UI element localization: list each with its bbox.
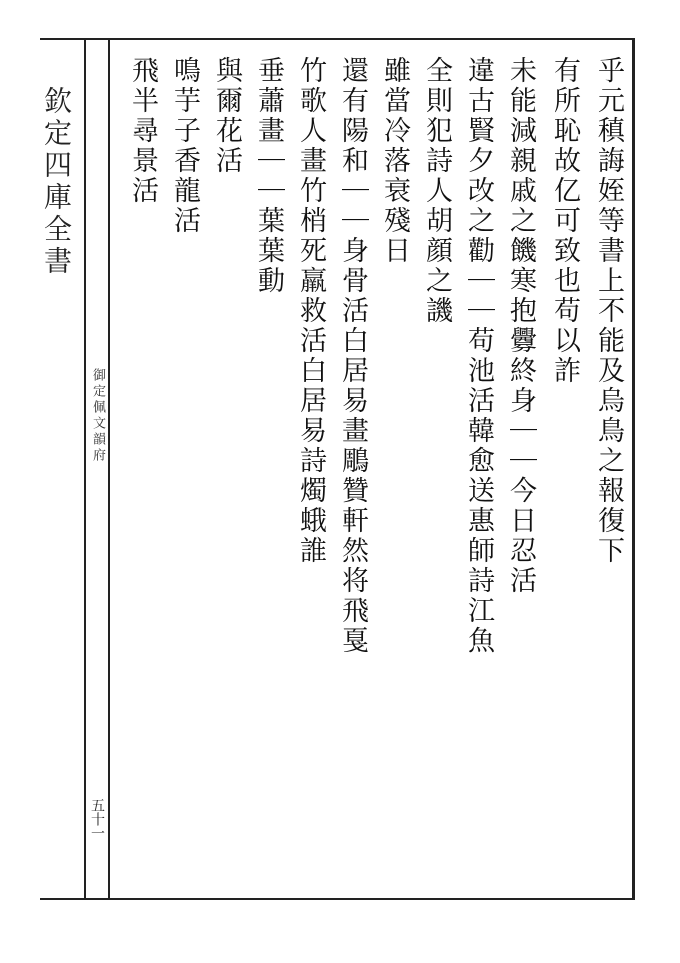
page-frame — [40, 38, 635, 900]
text-column-5: 全則犯詩人胡顔之譏 — [421, 56, 452, 326]
text-column-7: 還有陽和｜｜身骨活白居易畫鵰贊軒然将飛戛 — [337, 56, 368, 656]
text-column-12: 飛半尋景活 — [127, 56, 158, 206]
text-column-3: 未能減親戚之饑寒抱釁終身｜｜今日忍活 — [505, 56, 536, 596]
text-column-6: 雖當冷落衰殘日 — [379, 56, 410, 266]
text-column-11: 鳴芋子香龍活 — [169, 56, 200, 236]
text-column-4: 違古賢夕改之勸｜｜苟池活韓愈送惠師詩江魚 — [463, 56, 494, 656]
page-number: 五十一 — [89, 798, 105, 840]
text-column-10: 與爾花活 — [211, 56, 242, 176]
spine-rule-outer — [84, 38, 86, 900]
spine-book-title: 御定佩文韻府 — [90, 368, 105, 464]
text-column-1: 乎元稹誨姪等書上不能及烏鳥之報復下 — [593, 56, 624, 566]
left-edge-title: 欽定四庫全書 — [40, 86, 73, 278]
spine-rule-inner — [108, 38, 110, 900]
text-column-2: 有所恥故亿可致也苟以詐 — [549, 56, 580, 386]
text-column-9: 垂蕭畫｜｜葉葉動 — [253, 56, 284, 296]
text-column-8: 竹歌人畫竹梢死羸救活白居易詩燭蛾誰 — [295, 56, 326, 566]
